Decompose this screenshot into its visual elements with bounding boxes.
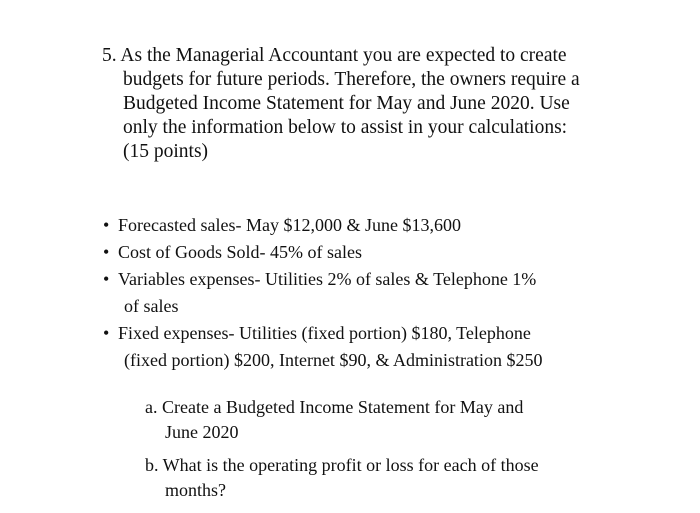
question-line-1: 5. As the Managerial Accountant you are expected to create xyxy=(102,45,567,66)
part-a-line-2: June 2020 xyxy=(165,422,239,442)
bullet-icon: • xyxy=(103,269,110,289)
question-prompt xyxy=(102,44,662,164)
list-item-variable-expenses xyxy=(103,266,663,320)
list-item-text-continued: of sales xyxy=(124,296,179,316)
question-line-5: (15 points) xyxy=(123,141,209,162)
part-a-line-1: a. Create a Budgeted Income Statement for May and xyxy=(145,397,524,417)
bullet-icon: • xyxy=(103,215,110,235)
part-b-question xyxy=(145,453,625,503)
bullet-icon: • xyxy=(103,323,110,343)
list-item-text: Variables expenses- Utilities 2% of sales & Telephone 1% xyxy=(118,269,537,289)
list-item-text-continued: (fixed portion) $200, Internet $90, & Administration $250 xyxy=(124,350,543,370)
question-line-3: Budgeted Income Statement for May and June 2020. Use xyxy=(123,93,570,114)
list-item-text: Cost of Goods Sold- 45% of sales xyxy=(118,242,362,262)
list-item-text: Forecasted sales- May $12,000 & June $13,600 xyxy=(118,215,461,235)
part-b-line-1: b. What is the operating profit or loss for each of those xyxy=(145,455,539,475)
bullet-icon: • xyxy=(103,242,110,262)
list-item-text: Fixed expenses- Utilities (fixed portion) $180, Telephone xyxy=(118,323,531,343)
given-information-list xyxy=(103,212,663,374)
part-b-line-2: months? xyxy=(165,480,226,500)
question-line-2: budgets for future periods. Therefore, the owners require a xyxy=(123,69,580,90)
question-line-4: only the information below to assist in your calculations: xyxy=(123,117,568,138)
part-a-question xyxy=(145,395,625,445)
list-item-cost-of-goods-sold xyxy=(103,239,663,266)
list-item-fixed-expenses xyxy=(103,320,663,374)
list-item-forecasted-sales xyxy=(103,212,663,239)
